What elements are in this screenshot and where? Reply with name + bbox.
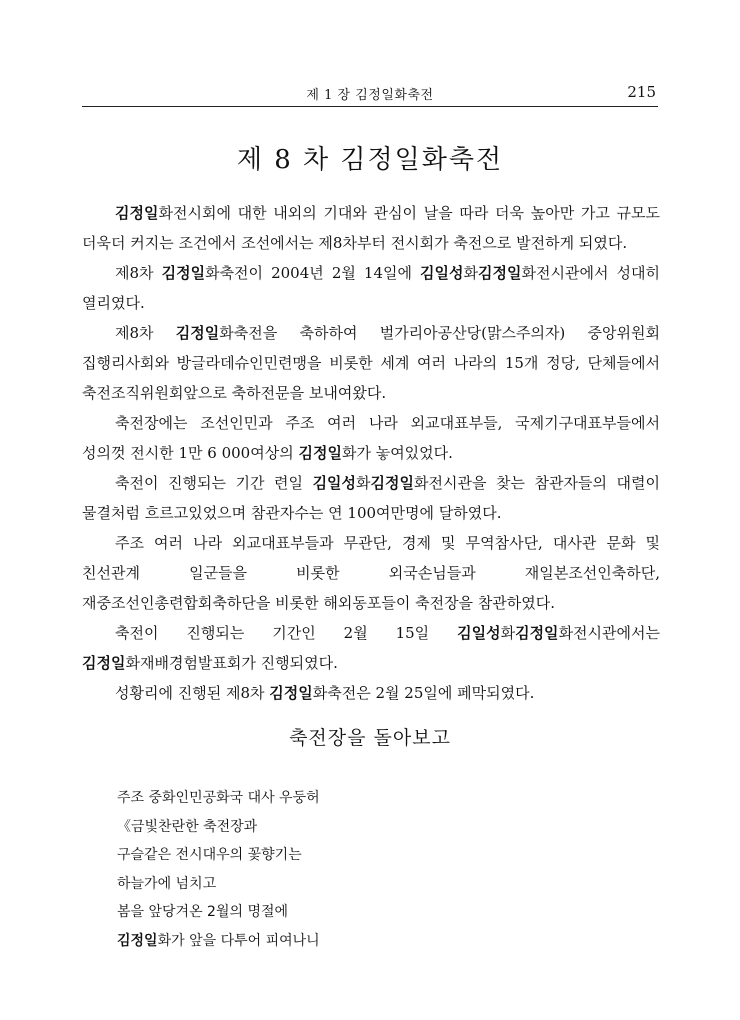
emphasized-name: 김일성 [312,474,357,492]
text-run: 화축전을 축하하여 벌가리아공산당(맑스주의자) 중앙위원회 집행리사회와 방글라데슈인민련맹을 비롯한 세계 여러 나라의 15개 정당, 단체들에서 축전조직위원회앞으로 축하전문을 보내여왔다. [82,324,660,402]
text-run: 화가 앞을 다투어 피여나니 [157,932,320,949]
emphasized-name: 김일성 [420,264,464,282]
paragraph [82,678,660,708]
emphasized-name: 김정일 [269,684,313,702]
text-run: 화전시관을 찾는 참관자들의 대렬이 물결처럼 흐르고있었으며 참관자수는 연 100여만명에 달하였다. [82,474,661,522]
text-run: 화전시관에서는 [558,624,660,642]
poem-line [117,784,677,813]
text-run: 주조 중화인민공화국 대사 우둥허 [117,790,320,806]
text-run: 화 [463,264,479,282]
paragraph [82,198,660,258]
text-run: 화가 놓여있었다. [341,444,453,462]
text-run: 구슬같은 전시대우의 꽃향기는 [117,847,302,863]
emphasized-name: 김정일 [115,204,159,222]
emphasized-name: 김정일 [82,654,126,672]
text-run: 하늘가에 넘치고 [117,875,217,892]
text-run: 화축전은 2월 25일에 페막되였다. [312,684,535,702]
poem [117,784,677,955]
poem-line [117,813,677,842]
text-run: 봄을 앞당겨온 2월의 명절에 [117,904,289,920]
emphasized-name: 김정일 [161,264,206,282]
emphasized-name: 김정일 [478,264,522,282]
emphasized-name: 김정일 [515,624,559,642]
poem-line [117,841,677,870]
poem-line [117,870,677,899]
paragraph [82,318,660,408]
text-run: 화축전이 2004년 2월 14일에 [205,264,421,282]
paragraph [82,528,660,618]
text-run: 화전시관에서 성대히 열리였다. [82,264,660,312]
text-run: 화재배경험발표회가 진행되였다. [125,654,338,672]
page-header [82,84,658,107]
text-run: 화 [500,624,516,642]
text-run: 화 [356,474,371,492]
paragraph [82,468,660,528]
paragraph [82,618,660,678]
text-run: 축전이 진행되는 기간인 2월 15일 [115,624,458,642]
emphasized-name: 김정일 [175,324,220,342]
section-title: 축전장을 돌아보고 [289,727,451,749]
emphasized-name: 김정일 [370,474,415,492]
poem-line [117,898,677,927]
paragraph [82,408,660,468]
text-run: 성황리에 진행된 제8차 [115,684,270,702]
text-run: 축전이 진행되는 기간 련일 [115,474,313,492]
article-body [82,198,660,708]
poem-line [117,927,677,956]
text-run: 주조 여러 나라 외교대표부들과 무관단, 경제 및 무역참사단, 대사관 문화 및 친선관계 일군들을 비롯한 외국손님들과 재일본조선인축하단, 재중조선인총련합회축하단을 비롯한 해외동포들이 축전장을 참관하였다. [82,534,660,612]
text-run: 축전장에는 조선인민과 주조 여러 나라 외교대표부들, 국제기구대표부들에서 성의껏 전시한 1만 6 000여상의 [82,414,660,462]
emphasized-name: 김정일 [117,932,158,949]
emphasized-name: 김정일 [298,444,342,462]
page-number: 215 [627,83,656,101]
text-run: 화전시회에 대한 내외의 기대와 관심이 날을 따라 더욱 높아만 가고 규모도 더욱더 커지는 조건에서 조선에서는 제8차부터 전시회가 축전으로 발전하게 되였다. [82,204,660,252]
chapter-title: 제 8 차 김정일화축전 [236,145,504,175]
running-head: 제 1 장 김정일화축전 [306,88,434,103]
paragraph [82,258,660,318]
text-run: 제8차 [115,324,176,342]
emphasized-name: 김일성 [457,624,501,642]
text-run: 《금빛찬란한 축전장과 [117,818,258,835]
text-run: 제8차 [115,264,162,282]
